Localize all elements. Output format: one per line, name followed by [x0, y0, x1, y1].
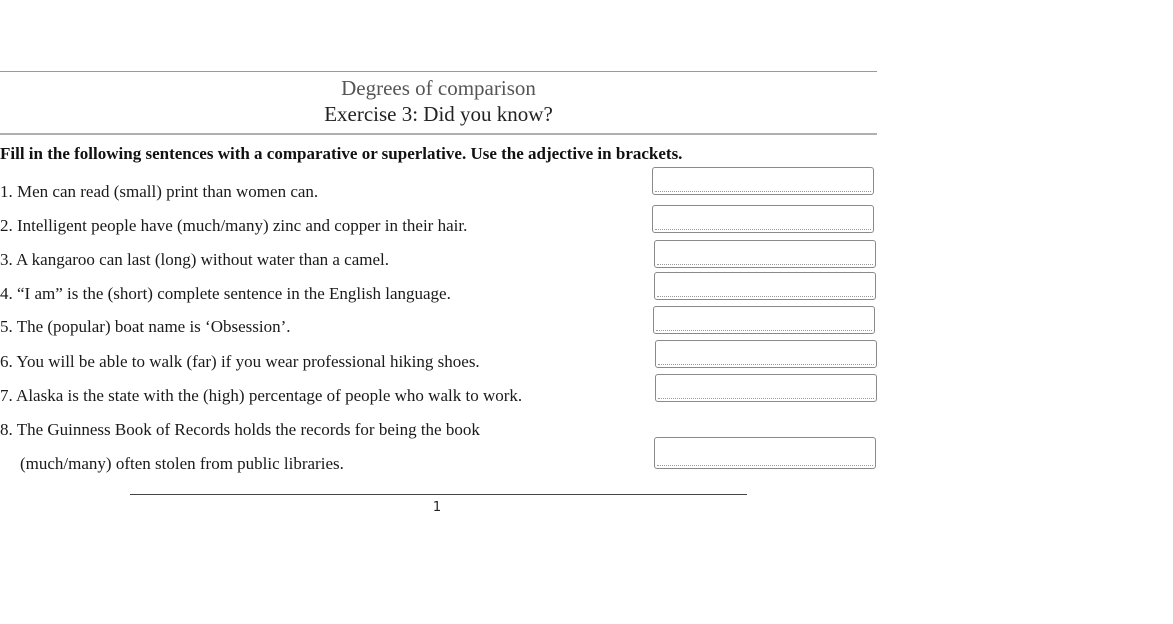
- question-2: 2. Intelligent people have (much/many) zinc and copper in their hair.: [0, 216, 468, 235]
- question-8: 8. The Guinness Book of Records holds the records for being the book: [0, 420, 480, 439]
- header-top-rule: [0, 71, 877, 72]
- exercise-title: Exercise 3: Did you know?: [324, 102, 553, 126]
- answer-box-2[interactable]: [652, 205, 874, 233]
- question-1: 1. Men can read (small) print than women can.: [0, 182, 319, 201]
- page-title: Degrees of comparison: [341, 76, 536, 100]
- question-8-continuation: (much/many) often stolen from public libraries.: [20, 454, 344, 473]
- question-3: 3. A kangaroo can last (long) without water than a camel.: [0, 250, 389, 269]
- header-bottom-rule: [0, 133, 877, 135]
- answer-box-7[interactable]: [655, 374, 877, 402]
- question-4: 4. “I am” is the (short) complete sentence in the English language.: [0, 284, 451, 303]
- answer-box-6[interactable]: [655, 340, 877, 368]
- answer-box-1[interactable]: [652, 167, 874, 195]
- question-6: 6. You will be able to walk (far) if you wear professional hiking shoes.: [0, 352, 480, 371]
- answer-box-5[interactable]: [653, 306, 875, 334]
- question-7: 7. Alaska is the state with the (high) percentage of people who walk to work.: [0, 386, 523, 405]
- page-number: 1: [432, 500, 442, 515]
- answer-box-8[interactable]: [654, 437, 876, 469]
- answer-box-3[interactable]: [654, 240, 876, 268]
- answer-box-4[interactable]: [654, 272, 876, 300]
- instructions: Fill in the following sentences with a comparative or superlative. Use the adjective in brackets.: [0, 144, 683, 163]
- footer-rule: [130, 494, 747, 495]
- question-5: 5. The (popular) boat name is ‘Obsession’.: [0, 317, 291, 336]
